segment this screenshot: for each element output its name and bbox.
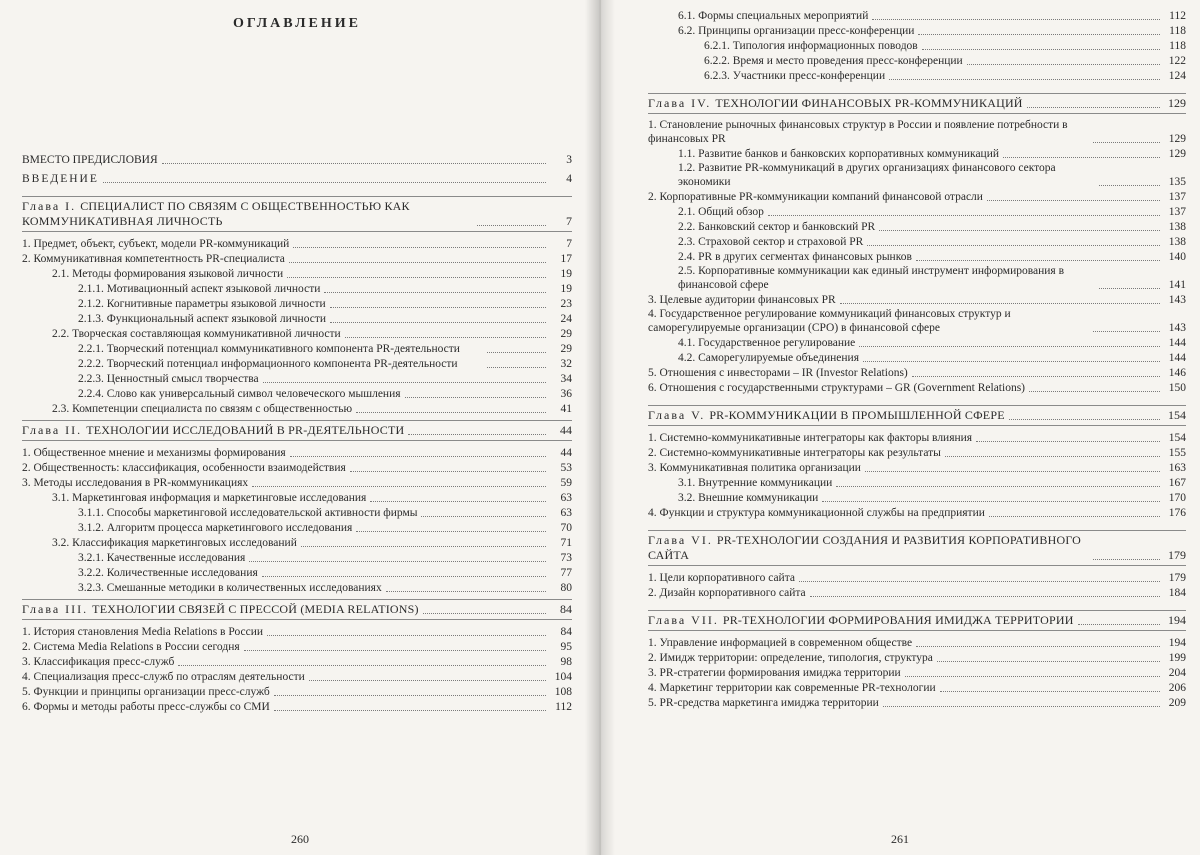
toc-entry[interactable]: 4. Государственное регулирование коммуникаций финансовых структур и саморегулируемые организации (СРО) в финансовой сфере 143 — [648, 308, 1186, 334]
toc-entry[interactable]: 3. PR-стратегии формирования имиджа территории 204 — [648, 667, 1186, 679]
chapter-heading[interactable]: Глава VI. PR-ТЕХНОЛОГИИ СОЗДАНИЯ И РАЗВИТИЯ КОРПОРАТИВНОГО САЙТА 179 — [648, 530, 1186, 566]
page-ref: 23 — [560, 298, 572, 310]
page-ref: 112 — [1169, 10, 1186, 22]
page-ref: 138 — [1168, 236, 1186, 248]
page-ref: 108 — [554, 686, 572, 698]
toc-entry[interactable]: 1. Становление рыночных финансовых структур в России и появление потребности в финансовых PR 129 — [648, 119, 1186, 145]
toc-entry[interactable]: 3.1.2. Алгоритм процесса маркетингового исследования 70 — [78, 522, 572, 534]
toc-entry[interactable]: 5. Отношения с инвесторами – IR (Investor Relations) 146 — [648, 367, 1186, 379]
page-ref: 3 — [566, 154, 572, 166]
toc-entry[interactable]: 6.2.1. Типология информационных поводов 118 — [704, 40, 1186, 52]
page-ref: 129 — [1168, 148, 1186, 160]
toc-entry[interactable]: 2.2.4. Слово как универсальный символ человеческого мышления 36 — [78, 388, 572, 400]
page-ref: 36 — [560, 388, 572, 400]
page-ref: 204 — [1168, 667, 1186, 679]
toc-entry[interactable]: 6.2.3. Участники пресс-конференции 124 — [704, 70, 1186, 82]
page-ref: 124 — [1168, 70, 1186, 82]
page-ref: 137 — [1168, 191, 1186, 203]
page-ref: 129 — [1168, 96, 1186, 110]
page-ref: 71 — [560, 537, 572, 549]
page-ref: 144 — [1168, 337, 1186, 349]
toc-entry[interactable]: 2.2.2. Творческий потенциал информационного компонента PR-деятельности 32 — [78, 358, 572, 370]
page-ref: 95 — [560, 641, 572, 653]
toc-entry[interactable]: 3.2.2. Количественные исследования 77 — [78, 567, 572, 579]
page-ref: 138 — [1168, 221, 1186, 233]
page-ref: 118 — [1169, 25, 1186, 37]
toc-entry[interactable]: 5. PR-средства маркетинга имиджа территории 209 — [648, 697, 1186, 709]
toc-entry[interactable]: 3.2. Классификация маркетинговых исследований 71 — [52, 537, 572, 549]
page-ref: 29 — [560, 328, 572, 340]
toc-entry[interactable]: 3.2.3. Смешанные методики в количественных исследованиях 80 — [78, 582, 572, 594]
toc-entry[interactable]: 3. Классификация пресс-служб 98 — [22, 656, 572, 668]
page-ref: 29 — [560, 343, 572, 355]
page-ref: 104 — [554, 671, 572, 683]
page-ref: 140 — [1168, 251, 1186, 263]
toc-entry[interactable]: 2.1.3. Функциональный аспект языковой личности 24 — [78, 313, 572, 325]
page-ref: 170 — [1168, 492, 1186, 504]
page-ref: 163 — [1168, 462, 1186, 474]
toc-entry[interactable]: 1. Общественное мнение и механизмы формирования 44 — [22, 447, 572, 459]
toc-entry[interactable]: 2.1. Методы формирования языковой личности 19 — [52, 268, 572, 280]
page-ref: 167 — [1168, 477, 1186, 489]
chapter-heading[interactable]: Глава VII. PR-ТЕХНОЛОГИИ ФОРМИРОВАНИЯ ИМИДЖА ТЕРРИТОРИИ 194 — [648, 610, 1186, 631]
page-ref: 154 — [1168, 408, 1186, 422]
toc-entry[interactable]: 2.2. Банковский сектор и банковский PR 138 — [678, 221, 1186, 233]
toc-entry[interactable]: 2. Имидж территории: определение, типология, структура 199 — [648, 652, 1186, 664]
chapter-heading[interactable]: Глава I. СПЕЦИАЛИСТ ПО СВЯЗЯМ С ОБЩЕСТВЕННОСТЬЮ КАК КОММУНИКАТИВНАЯ ЛИЧНОСТЬ 7 — [22, 196, 572, 232]
page-ref: 41 — [560, 403, 572, 415]
page-ref: 32 — [560, 358, 572, 370]
page-ref: 184 — [1168, 587, 1186, 599]
toc-entry[interactable]: 2.2. Творческая составляющая коммуникативной личности 29 — [52, 328, 572, 340]
toc-entry[interactable]: 3.2.1. Качественные исследования 73 — [78, 552, 572, 564]
toc-entry[interactable]: 2.2.1. Творческий потенциал коммуникативного компонента PR-деятельности 29 — [78, 343, 572, 355]
page-ref: 118 — [1169, 40, 1186, 52]
page-ref: 80 — [560, 582, 572, 594]
page-ref: 150 — [1168, 382, 1186, 394]
toc-entry[interactable]: 4.1. Государственное регулирование 144 — [678, 337, 1186, 349]
toc-entry[interactable]: 1. История становления Media Relations в России 84 — [22, 626, 572, 638]
page-ref: 53 — [560, 462, 572, 474]
toc-entry[interactable]: 2.3. Компетенции специалиста по связям с общественностью 41 — [52, 403, 572, 415]
toc-entry[interactable]: ВМЕСТО ПРЕДИСЛОВИЯ 3 — [22, 154, 572, 166]
toc-entry[interactable]: 1. Цели корпоративного сайта 179 — [648, 572, 1186, 584]
page-ref: 84 — [560, 626, 572, 638]
toc-entry[interactable]: 1.2. Развитие PR-коммуникаций в других организациях финансового сектора экономики 135 — [678, 162, 1186, 188]
page-ref: 44 — [560, 423, 572, 437]
chapter-heading[interactable]: Глава IV. ТЕХНОЛОГИИ ФИНАНСОВЫХ PR-КОММУНИКАЦИЙ 129 — [648, 93, 1186, 114]
toc-entry[interactable]: 4. Функции и структура коммуникационной службы на предприятии 176 — [648, 507, 1186, 519]
toc-right — [648, 8, 1186, 710]
page-ref: 146 — [1168, 367, 1186, 379]
page-ref: 59 — [560, 477, 572, 489]
toc-entry[interactable]: 6.2.2. Время и место проведения пресс-конференции 122 — [704, 55, 1186, 67]
toc-entry[interactable]: 2.1. Общий обзор 137 — [678, 206, 1186, 218]
toc-entry[interactable]: 2.1.1. Мотивационный аспект языковой личности 19 — [78, 283, 572, 295]
page-ref: 73 — [560, 552, 572, 564]
page-ref: 98 — [560, 656, 572, 668]
page-ref: 63 — [560, 492, 572, 504]
page-ref: 34 — [560, 373, 572, 385]
toc-entry[interactable]: 2. Дизайн корпоративного сайта 184 — [648, 587, 1186, 599]
page-ref: 17 — [560, 253, 572, 265]
toc-entry[interactable]: 1. Управление информацией в современном обществе 194 — [648, 637, 1186, 649]
page-ref: 77 — [560, 567, 572, 579]
toc-left — [22, 152, 572, 714]
page-ref: 24 — [560, 313, 572, 325]
toc-entry[interactable]: 2. Корпоративные PR-коммуникации компаний финансовой отрасли 137 — [648, 191, 1186, 203]
toc-entry[interactable]: 3.2. Внешние коммуникации 170 — [678, 492, 1186, 504]
page-ref: 4 — [566, 173, 572, 185]
toc-entry[interactable]: 4. Маркетинг территории как современные PR-технологии 206 — [648, 682, 1186, 694]
toc-entry[interactable]: 3. Коммуникативная политика организации 163 — [648, 462, 1186, 474]
page-ref: 19 — [560, 283, 572, 295]
toc-entry[interactable]: 3. Методы исследования в PR-коммуникациях 59 — [22, 477, 572, 489]
page-ref: 144 — [1168, 352, 1186, 364]
toc-entry[interactable]: 3.1. Маркетинговая информация и маркетинговые исследования 63 — [52, 492, 572, 504]
chapter-heading[interactable]: Глава II. ТЕХНОЛОГИИ ИССЛЕДОВАНИЙ В PR-ДЕЯТЕЛЬНОСТИ 44 — [22, 420, 572, 441]
chapter-heading[interactable]: Глава III. ТЕХНОЛОГИИ СВЯЗЕЙ С ПРЕССОЙ (MEDIA RELATIONS) 84 — [22, 599, 572, 620]
page-ref: 154 — [1168, 432, 1186, 444]
toc-entry[interactable]: 5. Функции и принципы организации пресс-служб 108 — [22, 686, 572, 698]
page-ref: 206 — [1168, 682, 1186, 694]
page-ref: 194 — [1168, 613, 1186, 627]
toc-entry[interactable]: 6.1. Формы специальных мероприятий 112 — [678, 10, 1186, 22]
toc-entry[interactable]: 2. Коммуникативная компетентность PR-специалиста 17 — [22, 253, 572, 265]
toc-entry[interactable]: 1.1. Развитие банков и банковских корпоративных коммуникаций 129 — [678, 148, 1186, 160]
page-ref: 176 — [1168, 507, 1186, 519]
page-ref: 84 — [560, 602, 572, 616]
toc-entry[interactable]: 6. Формы и методы работы пресс-службы со СМИ 112 — [22, 701, 572, 713]
toc-entry[interactable]: 1. Системно-коммуникативные интеграторы как факторы влияния 154 — [648, 432, 1186, 444]
page-ref: 194 — [1168, 637, 1186, 649]
toc-entry[interactable]: 2.2.3. Ценностный смысл творчества 34 — [78, 373, 572, 385]
toc-entry[interactable]: 2. Система Media Relations в России сегодня 95 — [22, 641, 572, 653]
page-ref: 44 — [560, 447, 572, 459]
page-ref: 143 — [1168, 322, 1186, 334]
page-ref: 141 — [1168, 279, 1186, 291]
page-ref: 7 — [566, 238, 572, 250]
toc-entry[interactable]: 2.4. PR в других сегментах финансовых рынков 140 — [678, 251, 1186, 263]
chapter-heading[interactable]: Глава V. PR-КОММУНИКАЦИИ В ПРОМЫШЛЕННОЙ СФЕРЕ 154 — [648, 405, 1186, 426]
page-ref: 179 — [1168, 548, 1186, 562]
right-page — [600, 0, 1200, 855]
page-title: ОГЛАВЛЕНИЕ — [233, 16, 361, 31]
page-ref: 129 — [1168, 133, 1186, 145]
toc-entry[interactable]: 3.1.1. Способы маркетинговой исследовательской активности фирмы 63 — [78, 507, 572, 519]
page-number: 260 — [291, 832, 309, 846]
toc-entry[interactable]: 4. Специализация пресс-служб по отраслям деятельности 104 — [22, 671, 572, 683]
toc-entry[interactable]: 4.2. Саморегулируемые объединения 144 — [678, 352, 1186, 364]
page-ref: 112 — [555, 701, 572, 713]
toc-entry[interactable]: 2.3. Страховой сектор и страховой PR 138 — [678, 236, 1186, 248]
page-ref: 199 — [1168, 652, 1186, 664]
toc-entry[interactable]: 1. Предмет, объект, субъект, модели PR-коммуникаций 7 — [22, 238, 572, 250]
page-ref: 19 — [560, 268, 572, 280]
toc-entry[interactable]: 3. Целевые аудитории финансовых PR 143 — [648, 294, 1186, 306]
page-ref: 179 — [1168, 572, 1186, 584]
toc-entry[interactable]: 6. Отношения с государственными структурами – GR (Government Relations) 150 — [648, 382, 1186, 394]
toc-entry[interactable]: 2.1.2. Когнитивные параметры языковой личности 23 — [78, 298, 572, 310]
toc-entry[interactable]: 2. Общественность: классификация, особенности взаимодействия 53 — [22, 462, 572, 474]
page-ref: 135 — [1168, 176, 1186, 188]
page-ref: 63 — [560, 507, 572, 519]
toc-entry[interactable]: ВВЕДЕНИЕ 4 — [22, 173, 572, 185]
page-ref: 122 — [1168, 55, 1186, 67]
page-ref: 70 — [560, 522, 572, 534]
page-ref: 143 — [1168, 294, 1186, 306]
page-ref: 7 — [566, 214, 572, 228]
page-ref: 137 — [1168, 206, 1186, 218]
toc-entry[interactable]: 3.1. Внутренние коммуникации 167 — [678, 477, 1186, 489]
page-ref: 209 — [1168, 697, 1186, 709]
page-number: 261 — [891, 832, 909, 846]
toc-entry[interactable]: 2.5. Корпоративные коммуникации как единый инструмент информирования в финансовой сфере 141 — [678, 265, 1186, 291]
toc-entry[interactable]: 2. Системно-коммуникативные интеграторы как результаты 155 — [648, 447, 1186, 459]
page-ref: 155 — [1168, 447, 1186, 459]
toc-entry[interactable]: 6.2. Принципы организации пресс-конференции 118 — [678, 25, 1186, 37]
